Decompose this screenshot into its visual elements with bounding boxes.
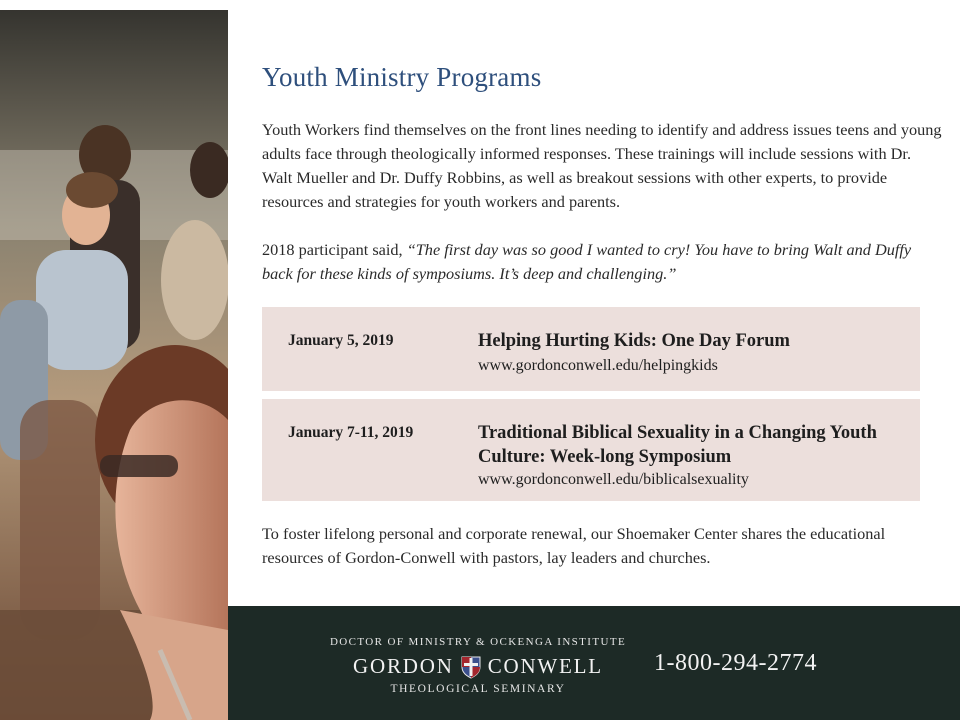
event-url-link[interactable]: www.gordonconwell.edu/helpingkids — [478, 357, 718, 374]
event-title: Helping Hurting Kids: One Day Forum — [478, 331, 790, 351]
main-content — [228, 10, 960, 606]
event-date: January 5, 2019 — [288, 332, 394, 349]
quote-lead: 2018 participant said, — [262, 240, 407, 259]
seminary-logo — [228, 654, 728, 679]
event-date: January 7-11, 2019 — [288, 424, 414, 441]
intro-paragraph: Youth Workers find themselves on the front lines needing to identify and address issues teens and young adults face through theologically informed responses. These trainings will include sessions with Dr. Walt Mueller and Dr. Duffy Robbins, as well as breakout sessions with other experts, to provide resources and strategies for youth workers and parents. — [262, 120, 942, 211]
footer-banner — [228, 606, 960, 720]
shield-cross-icon — [460, 655, 482, 679]
event-row-biblical-sexuality — [262, 399, 920, 501]
seminary-name-right: CONWELL — [487, 654, 603, 678]
cover-photo — [0, 10, 228, 720]
quote-text: “The first day was so good I wanted to cry! You have to bring Walt and Duffy back for these kinds of symposiums. It’s deep and challenging.” — [262, 240, 912, 283]
event-title: Traditional Biblical Sexuality in a Changing Youth Culture: Week-long Symposium — [478, 423, 877, 467]
event-url-link[interactable]: www.gordonconwell.edu/biblicalsexuality — [478, 471, 749, 488]
event-row-helping-hurting-kids — [262, 307, 920, 391]
closing-paragraph: To foster lifelong personal and corporate renewal, our Shoemaker Center shares the educational resources of Gordon-Conwell with pastors, lay leaders and churches. — [262, 524, 886, 567]
crowd-photo-illustration — [0, 10, 228, 720]
participant-quote — [262, 238, 942, 286]
seminary-name-left: GORDON — [353, 654, 454, 678]
footer-seminary-subtitle: THEOLOGICAL SEMINARY — [390, 683, 566, 695]
footer-program-name: DOCTOR OF MINISTRY & OCKENGA INSTITUTE — [329, 636, 627, 648]
page-title: Youth Ministry Programs — [262, 62, 542, 92]
phone-number[interactable]: 1-800-294-2774 — [654, 650, 817, 676]
